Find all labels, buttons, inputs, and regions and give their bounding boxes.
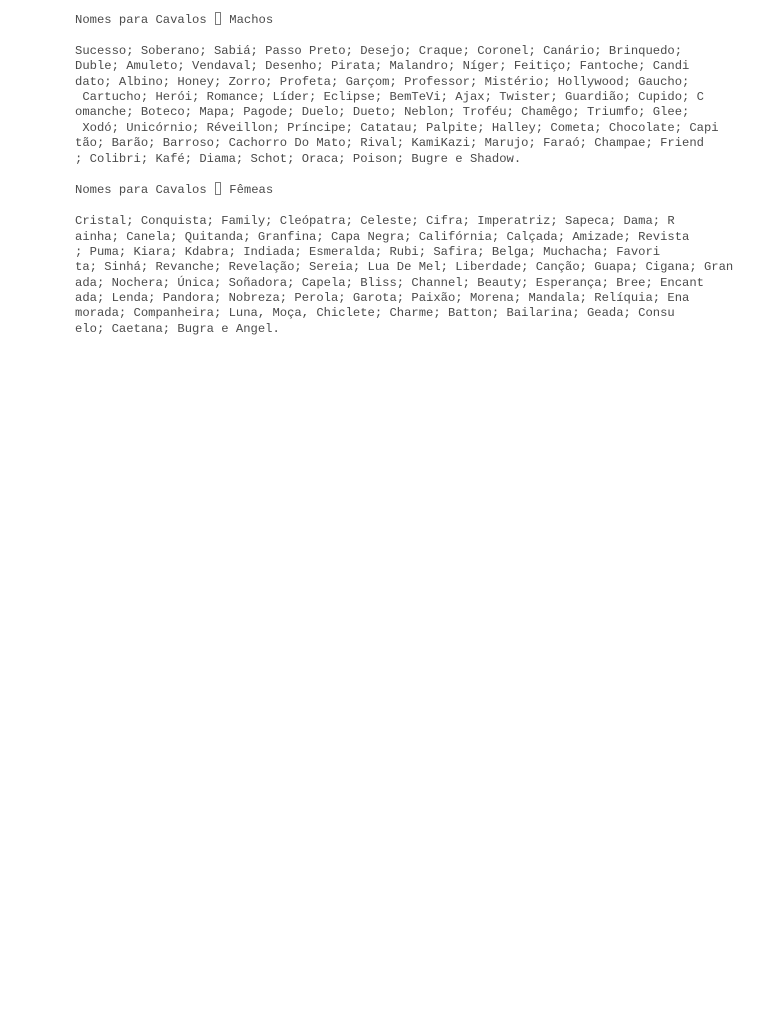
text-line: morada; Companheira; Luna, Moça, Chiclete; Charme; Batton; Bailarina; Geada; Consu <box>75 306 675 321</box>
text-line: Duble; Amuleto; Vendaval; Desenho; Pirata; Malandro; Níger; Feitiço; Fantoche; Candi <box>75 59 690 74</box>
missing-glyph-icon <box>215 182 221 195</box>
document-body <box>75 12 755 353</box>
text-line: omanche; Boteco; Mapa; Pagode; Duelo; Dueto; Neblon; Troféu; Chamêgo; Triumfo; Glee; <box>75 105 690 120</box>
text-line: dato; Albino; Honey; Zorro; Profeta; Garçom; Professor; Mistério; Hollywood; Gaucho; <box>75 74 690 89</box>
section-title-machos <box>75 12 755 28</box>
text-line: Sucesso; Soberano; Sabiá; Passo Preto; Desejo; Craque; Coronel; Canário; Brinquedo; <box>75 43 683 58</box>
section-title-femeas <box>75 182 755 198</box>
text-line: Xodó; Unicórnio; Réveillon; Príncipe; Catatau; Palpite; Halley; Cometa; Chocolate; Capi <box>75 120 719 135</box>
text-line: Cristal; Conquista; Family; Cleópatra; Celeste; Cifra; Imperatriz; Sapeca; Dama; R <box>75 214 675 229</box>
text-line: ; Puma; Kiara; Kdabra; Indiada; Esmeralda; Rubi; Safira; Belga; Muchacha; Favori <box>75 244 661 259</box>
missing-glyph-icon <box>215 12 221 25</box>
text-line: ; Colibri; Kafé; Diama; Schot; Oraca; Poison; Bugre e Shadow. <box>75 151 522 166</box>
text-line: ada; Lenda; Pandora; Nobreza; Perola; Garota; Paixão; Morena; Mandala; Relíquia; Ena <box>75 291 690 306</box>
text-line: Cartucho; Herói; Romance; Líder; Eclipse; BemTeVi; Ajax; Twister; Guardião; Cupido; C <box>75 89 704 104</box>
section-title-suffix: Fêmeas <box>221 183 274 198</box>
text-line: tão; Barão; Barroso; Cachorro Do Mato; Rival; KamiKazi; Marujo; Faraó; Champae; Friend <box>75 136 704 151</box>
male-names-paragraph <box>75 44 755 167</box>
section-title-prefix: Nomes para Cavalos <box>75 183 214 198</box>
text-line: ta; Sinhá; Revanche; Revelação; Sereia; Lua De Mel; Liberdade; Canção; Guapa; Cigana; Gran <box>75 260 734 275</box>
section-title-prefix: Nomes para Cavalos <box>75 13 214 27</box>
section-title-suffix: Machos <box>221 13 274 27</box>
female-names-paragraph <box>75 214 755 337</box>
text-line: elo; Caetana; Bugra e Angel. <box>75 321 280 336</box>
text-line: ada; Nochera; Única; Soñadora; Capela; Bliss; Channel; Beauty; Esperança; Bree; Encant <box>75 275 704 290</box>
text-line: ainha; Canela; Quitanda; Granfina; Capa Negra; Califórnia; Calçada; Amizade; Revista <box>75 229 690 244</box>
